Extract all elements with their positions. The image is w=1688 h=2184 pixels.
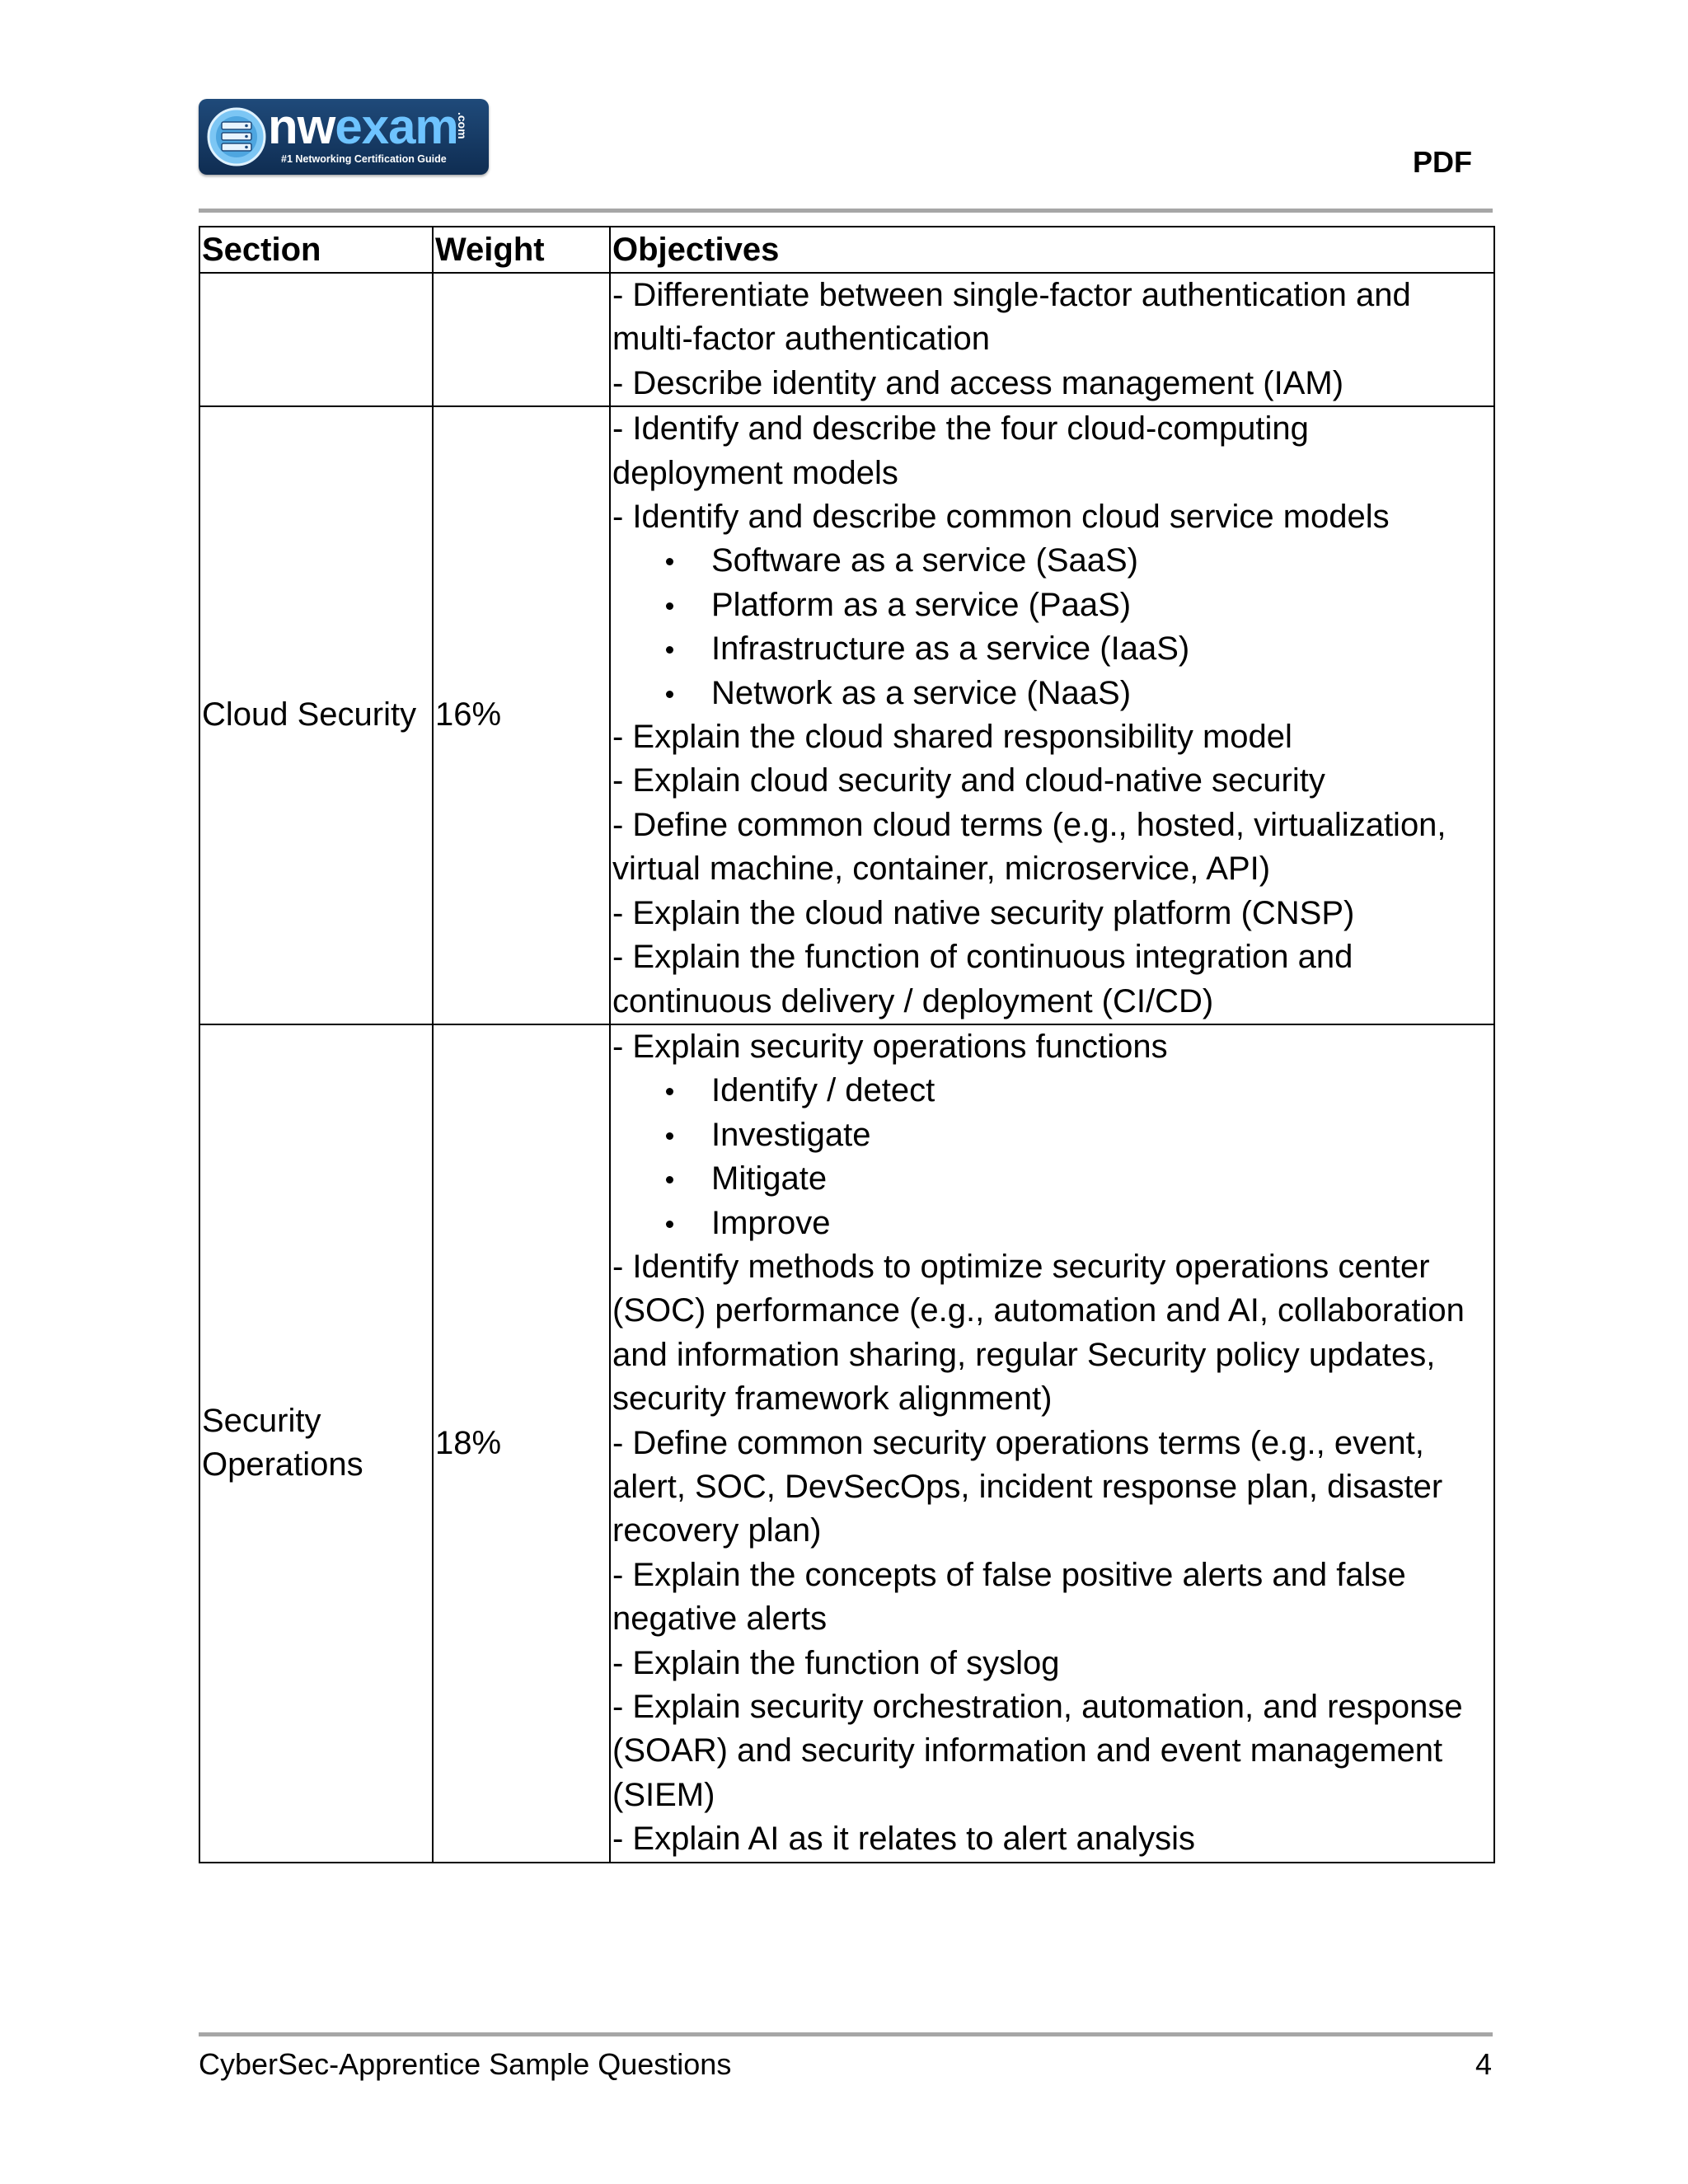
objective-bullet-item: Improve (612, 1202, 1493, 1245)
doc-type-label: PDF (1413, 145, 1472, 179)
objective-line: - Explain security orchestration, automation, and response (612, 1689, 1463, 1725)
section-cell (199, 1024, 433, 1863)
section-name-line: Security (202, 1402, 321, 1439)
objective-line: - Identify and describe the four cloud-computing (612, 410, 1309, 448)
weight-cell: 18% (433, 1024, 610, 1863)
objective-line: - Explain the concepts of false positive alerts and false (612, 1556, 1406, 1593)
objective-bullet-item: Infrastructure as a service (IaaS) (612, 627, 1493, 671)
page-number: 4 (1475, 2047, 1492, 2081)
section-name-line: Operations (202, 1446, 363, 1483)
weight-cell: 16% (433, 406, 610, 1024)
footer-title: CyberSec-Apprentice Sample Questions (199, 2047, 732, 2081)
column-header-objectives: Objectives (610, 227, 1494, 273)
objectives-cell (610, 1024, 1494, 1863)
objective-line: - Explain the cloud shared responsibility model (612, 719, 1292, 756)
objective-line: negative alerts (612, 1601, 828, 1638)
objective-line: - Explain AI as it relates to alert analysis (612, 1821, 1195, 1858)
table-row (199, 273, 1494, 406)
objective-line: virtual machine, container, microservice, API) (612, 851, 1271, 888)
objective-line: - Explain the function of continuous integration and (612, 939, 1353, 976)
objective-line: alert, SOC, DevSecOps, incident response plan, disaster (612, 1468, 1443, 1505)
section-cell (199, 273, 433, 406)
objective-line: continuous delivery / deployment (CI/CD) (612, 982, 1214, 1019)
objective-line: deployment models (612, 454, 898, 491)
section-cell: Cloud Security (199, 406, 433, 1024)
objective-line: security framework alignment) (612, 1380, 1053, 1418)
nwexam-logo (199, 99, 489, 175)
header-divider (199, 209, 1493, 213)
objectives-cell (610, 273, 1494, 406)
objective-line: (SOC) performance (e.g., automation and AI, collaboration (612, 1292, 1465, 1329)
objective-line: - Identify methods to optimize security operations center (612, 1248, 1430, 1285)
logo-tagline: #1 Networking Certification Guide (281, 153, 447, 165)
objective-line: - Describe identity and access management (IAM) (612, 364, 1344, 401)
table-row (199, 406, 1494, 1024)
table-header-row (199, 227, 1494, 273)
objective-bullet-item: Mitigate (612, 1157, 1493, 1201)
objective-bullet-item: Platform as a service (PaaS) (612, 583, 1493, 627)
logo-name-part1: nw (268, 99, 335, 154)
objective-line: - Identify and describe common cloud service models (612, 499, 1390, 536)
objective-line: - Explain the cloud native security platform (CNSP) (612, 894, 1355, 931)
objective-bullet-item: Identify / detect (612, 1069, 1493, 1113)
objective-bullet-item: Software as a service (SaaS) (612, 539, 1493, 583)
objective-line: - Define common security operations terms (e.g., event, (612, 1424, 1424, 1461)
column-header-weight: Weight (433, 227, 610, 273)
column-header-section: Section (199, 227, 433, 273)
table-row (199, 1024, 1494, 1863)
objective-line: - Define common cloud terms (e.g., hosted, virtualization, (612, 806, 1447, 843)
logo-name-part2: exam (335, 99, 458, 154)
globe-server-icon (205, 105, 268, 168)
footer-divider (199, 2032, 1493, 2036)
objective-bullet-item: Investigate (612, 1113, 1493, 1157)
objectives-table (199, 226, 1495, 1863)
weight-cell (433, 273, 610, 406)
objective-line: and information sharing, regular Security policy updates, (612, 1336, 1436, 1373)
objective-bullet-item: Network as a service (NaaS) (612, 672, 1493, 715)
objectives-cell (610, 406, 1494, 1024)
logo-wordmark (268, 101, 458, 153)
objective-line: recovery plan) (612, 1512, 822, 1549)
objective-line: (SIEM) (612, 1776, 715, 1813)
objective-line: multi-factor authentication (612, 321, 991, 358)
logo-domain: .com (456, 112, 469, 139)
objective-line: (SOAR) and security information and event management (612, 1732, 1443, 1769)
objective-line: - Explain the function of syslog (612, 1644, 1060, 1681)
objective-line: - Differentiate between single-factor authentication and (612, 277, 1411, 313)
objective-line: - Explain security operations functions (612, 1028, 1168, 1065)
objective-line: - Explain cloud security and cloud-native security (612, 762, 1325, 799)
